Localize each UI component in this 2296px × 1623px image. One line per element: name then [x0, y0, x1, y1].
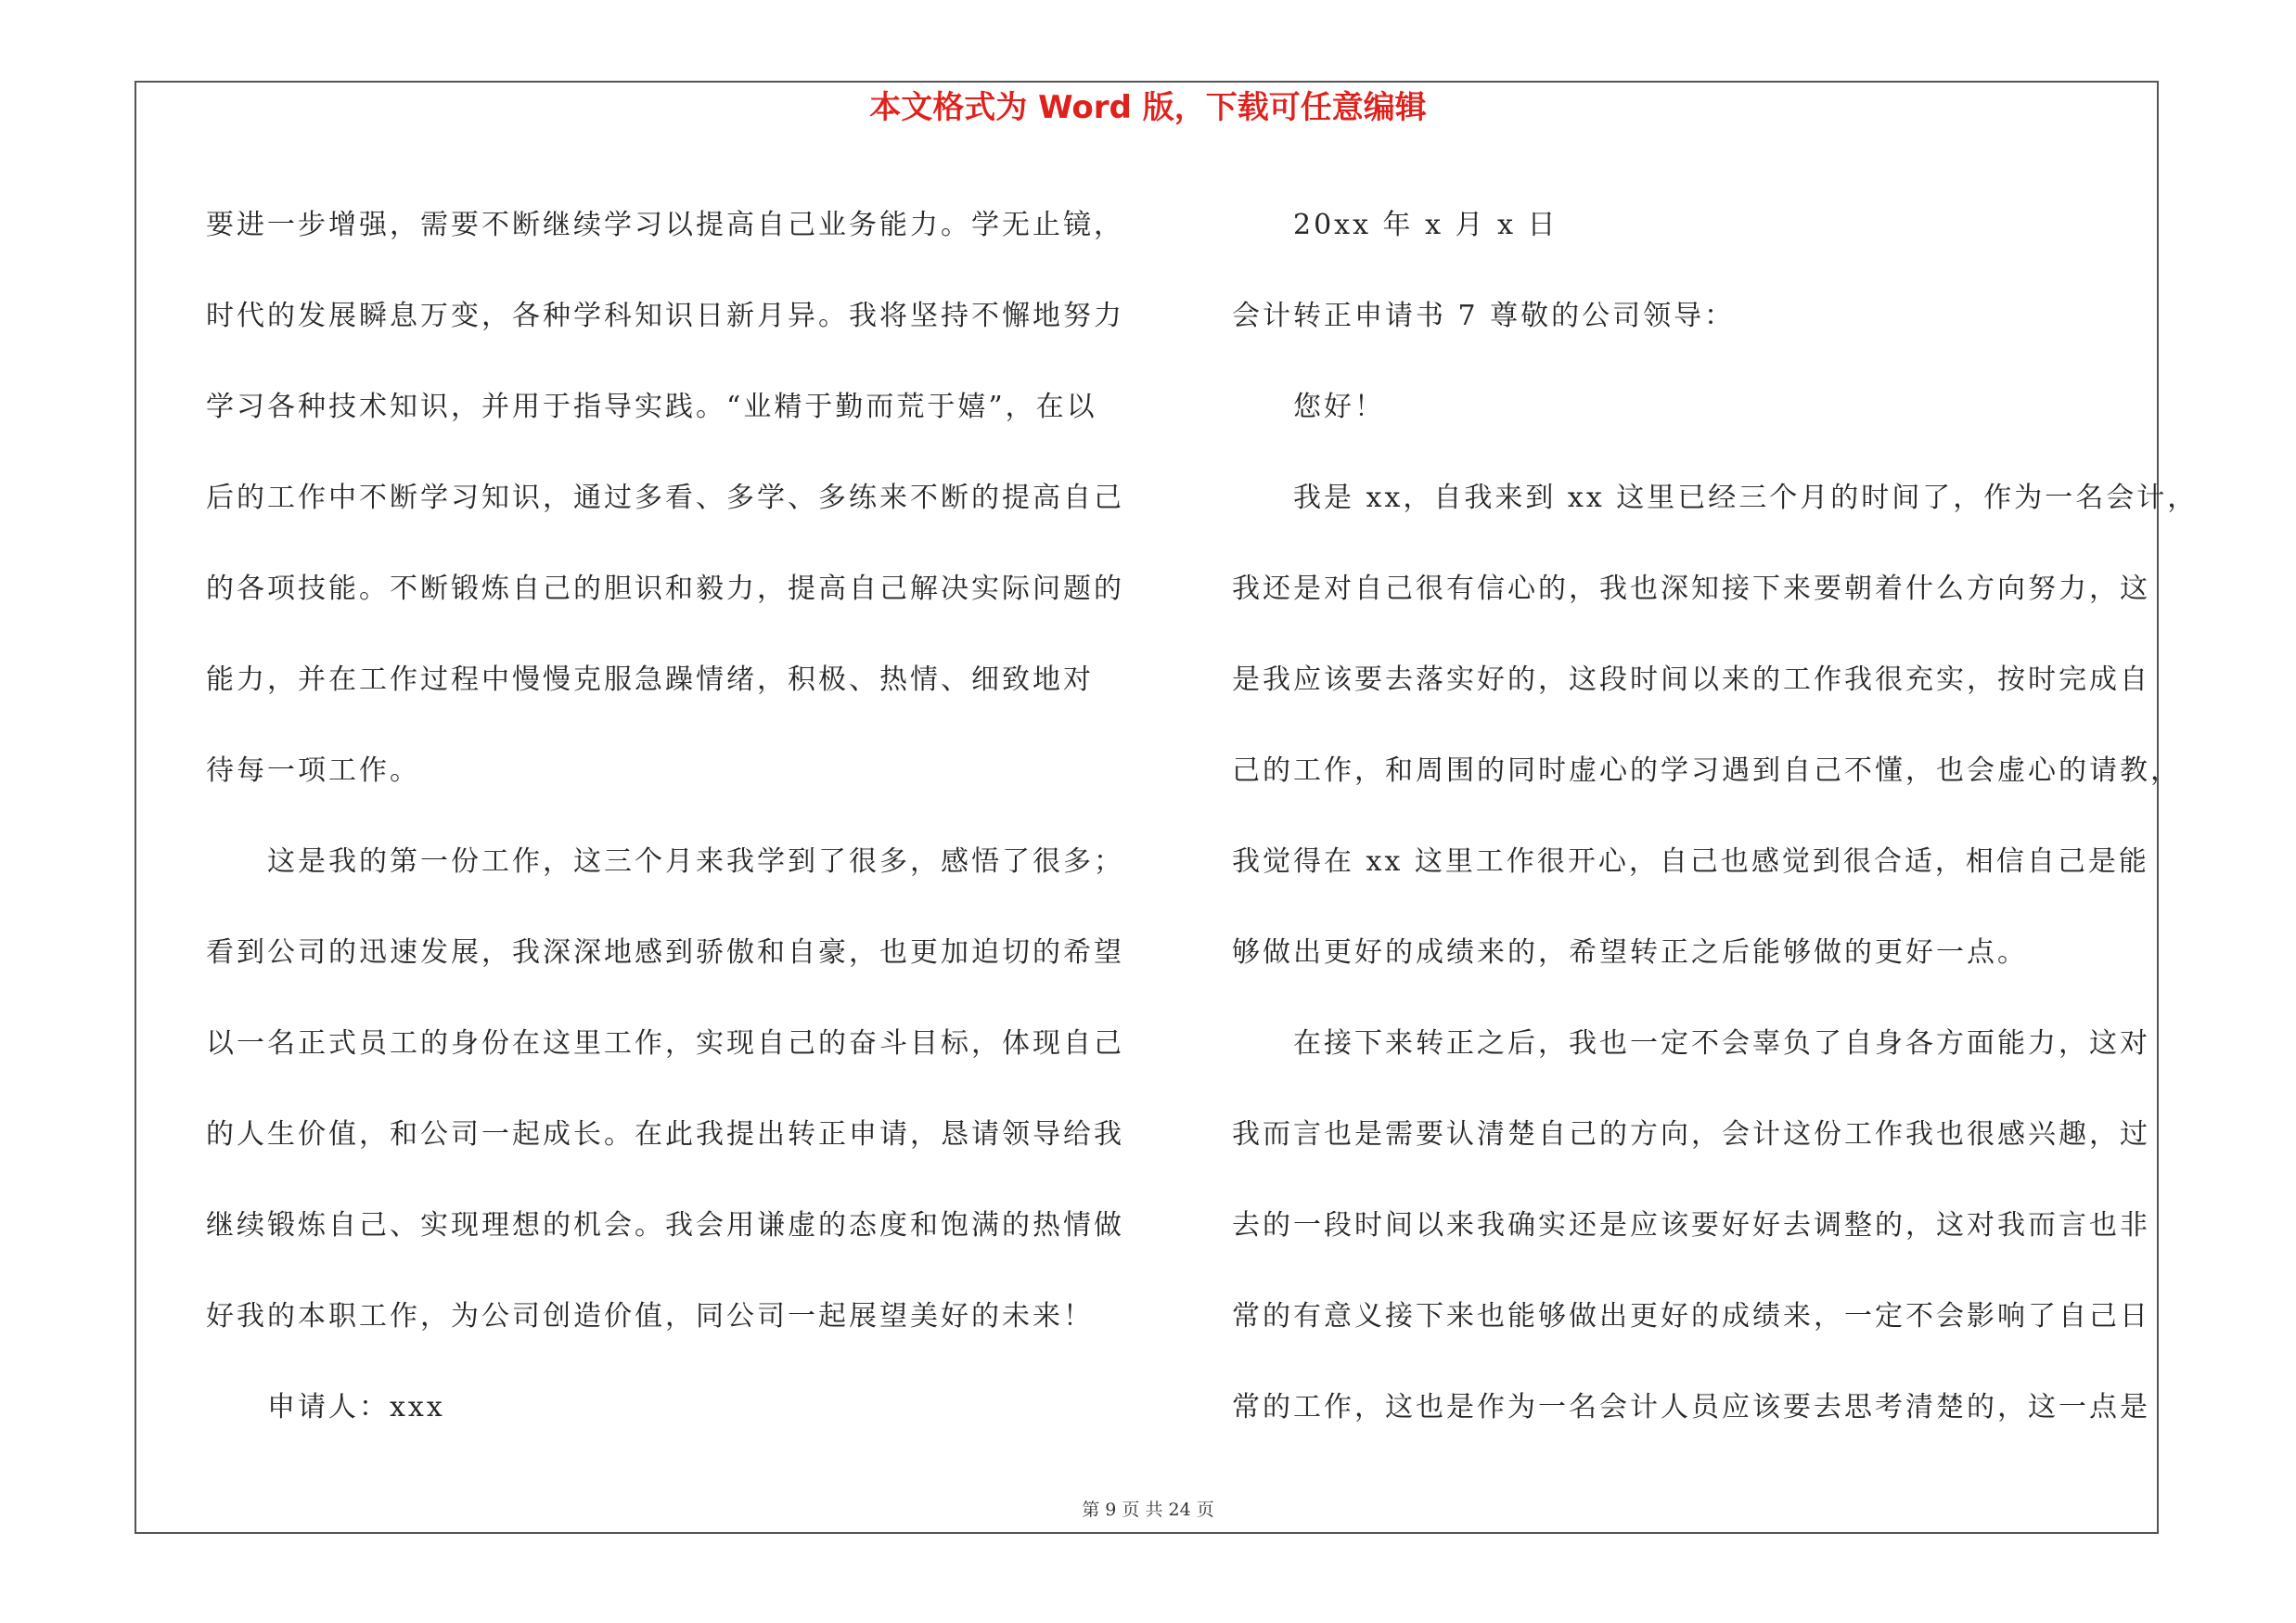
- greeting: 您好！: [1293, 391, 1385, 423]
- applicant-signature: 申请人：xxx: [267, 1391, 445, 1423]
- text-line: 的各项技能。不断锻炼自己的胆识和毅力，提高自己解决实际问题的: [206, 573, 1124, 605]
- text-line: 这是我的第一份工作，这三个月来我学到了很多，感悟了很多；: [267, 845, 1124, 878]
- text-line: 我觉得在 xx 这里工作很开心，自己也感觉到很合适，相信自己是能: [1232, 845, 2149, 878]
- text-line: 要进一步增强，需要不断继续学习以提高自己业务能力。学无止镜，: [206, 209, 1124, 241]
- text-line: 时代的发展瞬息万变，各种学科知识日新月异。我将坚持不懈地努力: [206, 300, 1124, 332]
- text-line: 在接下来转正之后，我也一定不会辜负了自身各方面能力，这对: [1293, 1027, 2150, 1060]
- text-line: 的人生价值，和公司一起成长。在此我提出转正申请，恳请领导给我: [206, 1118, 1124, 1151]
- text-line: 我而言也是需要认清楚自己的方向，会计这份工作我也很感兴趣，过: [1232, 1118, 2150, 1151]
- text-line: 后的工作中不断学习知识，通过多看、多学、多练来不断的提高自己: [206, 482, 1124, 514]
- text-line: 我还是对自己很有信心的，我也深知接下来要朝着什么方向努力，这: [1232, 573, 2150, 605]
- text-line: 继续锻炼自己、实现理想的机会。我会用谦虚的态度和饱满的热情做: [206, 1209, 1124, 1242]
- text-line: 够做出更好的成绩来的，希望转正之后能够做的更好一点。: [1232, 936, 2028, 969]
- text-line: 学习各种技术知识，并用于指导实践。“业精于勤而荒于嬉”，在以: [206, 391, 1097, 423]
- right-text-column: [1232, 180, 2199, 1453]
- text-line: 看到公司的迅速发展，我深深地感到骄傲和自豪，也更加迫切的希望: [206, 936, 1124, 969]
- text-line: 是我应该要去落实好的，这段时间以来的工作我很充实，按时完成自: [1232, 663, 2150, 696]
- text-line: 能力，并在工作过程中慢慢克服急躁情绪，积极、热情、细致地对: [206, 663, 1094, 696]
- text-line: 常的工作，这也是作为一名会计人员应该要去思考清楚的，这一点是: [1232, 1391, 2150, 1423]
- left-text-column: [206, 180, 1161, 1453]
- letter-heading: 会计转正申请书 7 尊敬的公司领导：: [1232, 300, 1736, 332]
- text-line: 以一名正式员工的身份在这里工作，实现自己的奋斗目标，体现自己: [206, 1027, 1124, 1060]
- date-line: 20xx 年 x 月 x 日: [1293, 209, 1558, 241]
- text-line: 好我的本职工作，为公司创造价值，同公司一起展望美好的未来！: [206, 1300, 1094, 1333]
- word-format-banner: 本文格式为 Word 版，下载可任意编辑: [869, 89, 1427, 126]
- text-line: 去的一段时间以来我确实还是应该要好好去调整的，这对我而言也非: [1232, 1209, 2150, 1242]
- text-line: 我是 xx，自我来到 xx 这里已经三个月的时间了，作为一名会计，: [1293, 482, 2199, 514]
- text-line: 常的有意义接下来也能够做出更好的成绩来，一定不会影响了自己日: [1232, 1300, 2150, 1333]
- text-line: 己的工作，和周围的同时虚心的学习遇到自己不懂，也会虚心的请教，: [1232, 754, 2181, 787]
- page-number-footer: 第 9 页 共 24 页: [1082, 1500, 1214, 1520]
- text-line: 待每一项工作。: [206, 754, 420, 787]
